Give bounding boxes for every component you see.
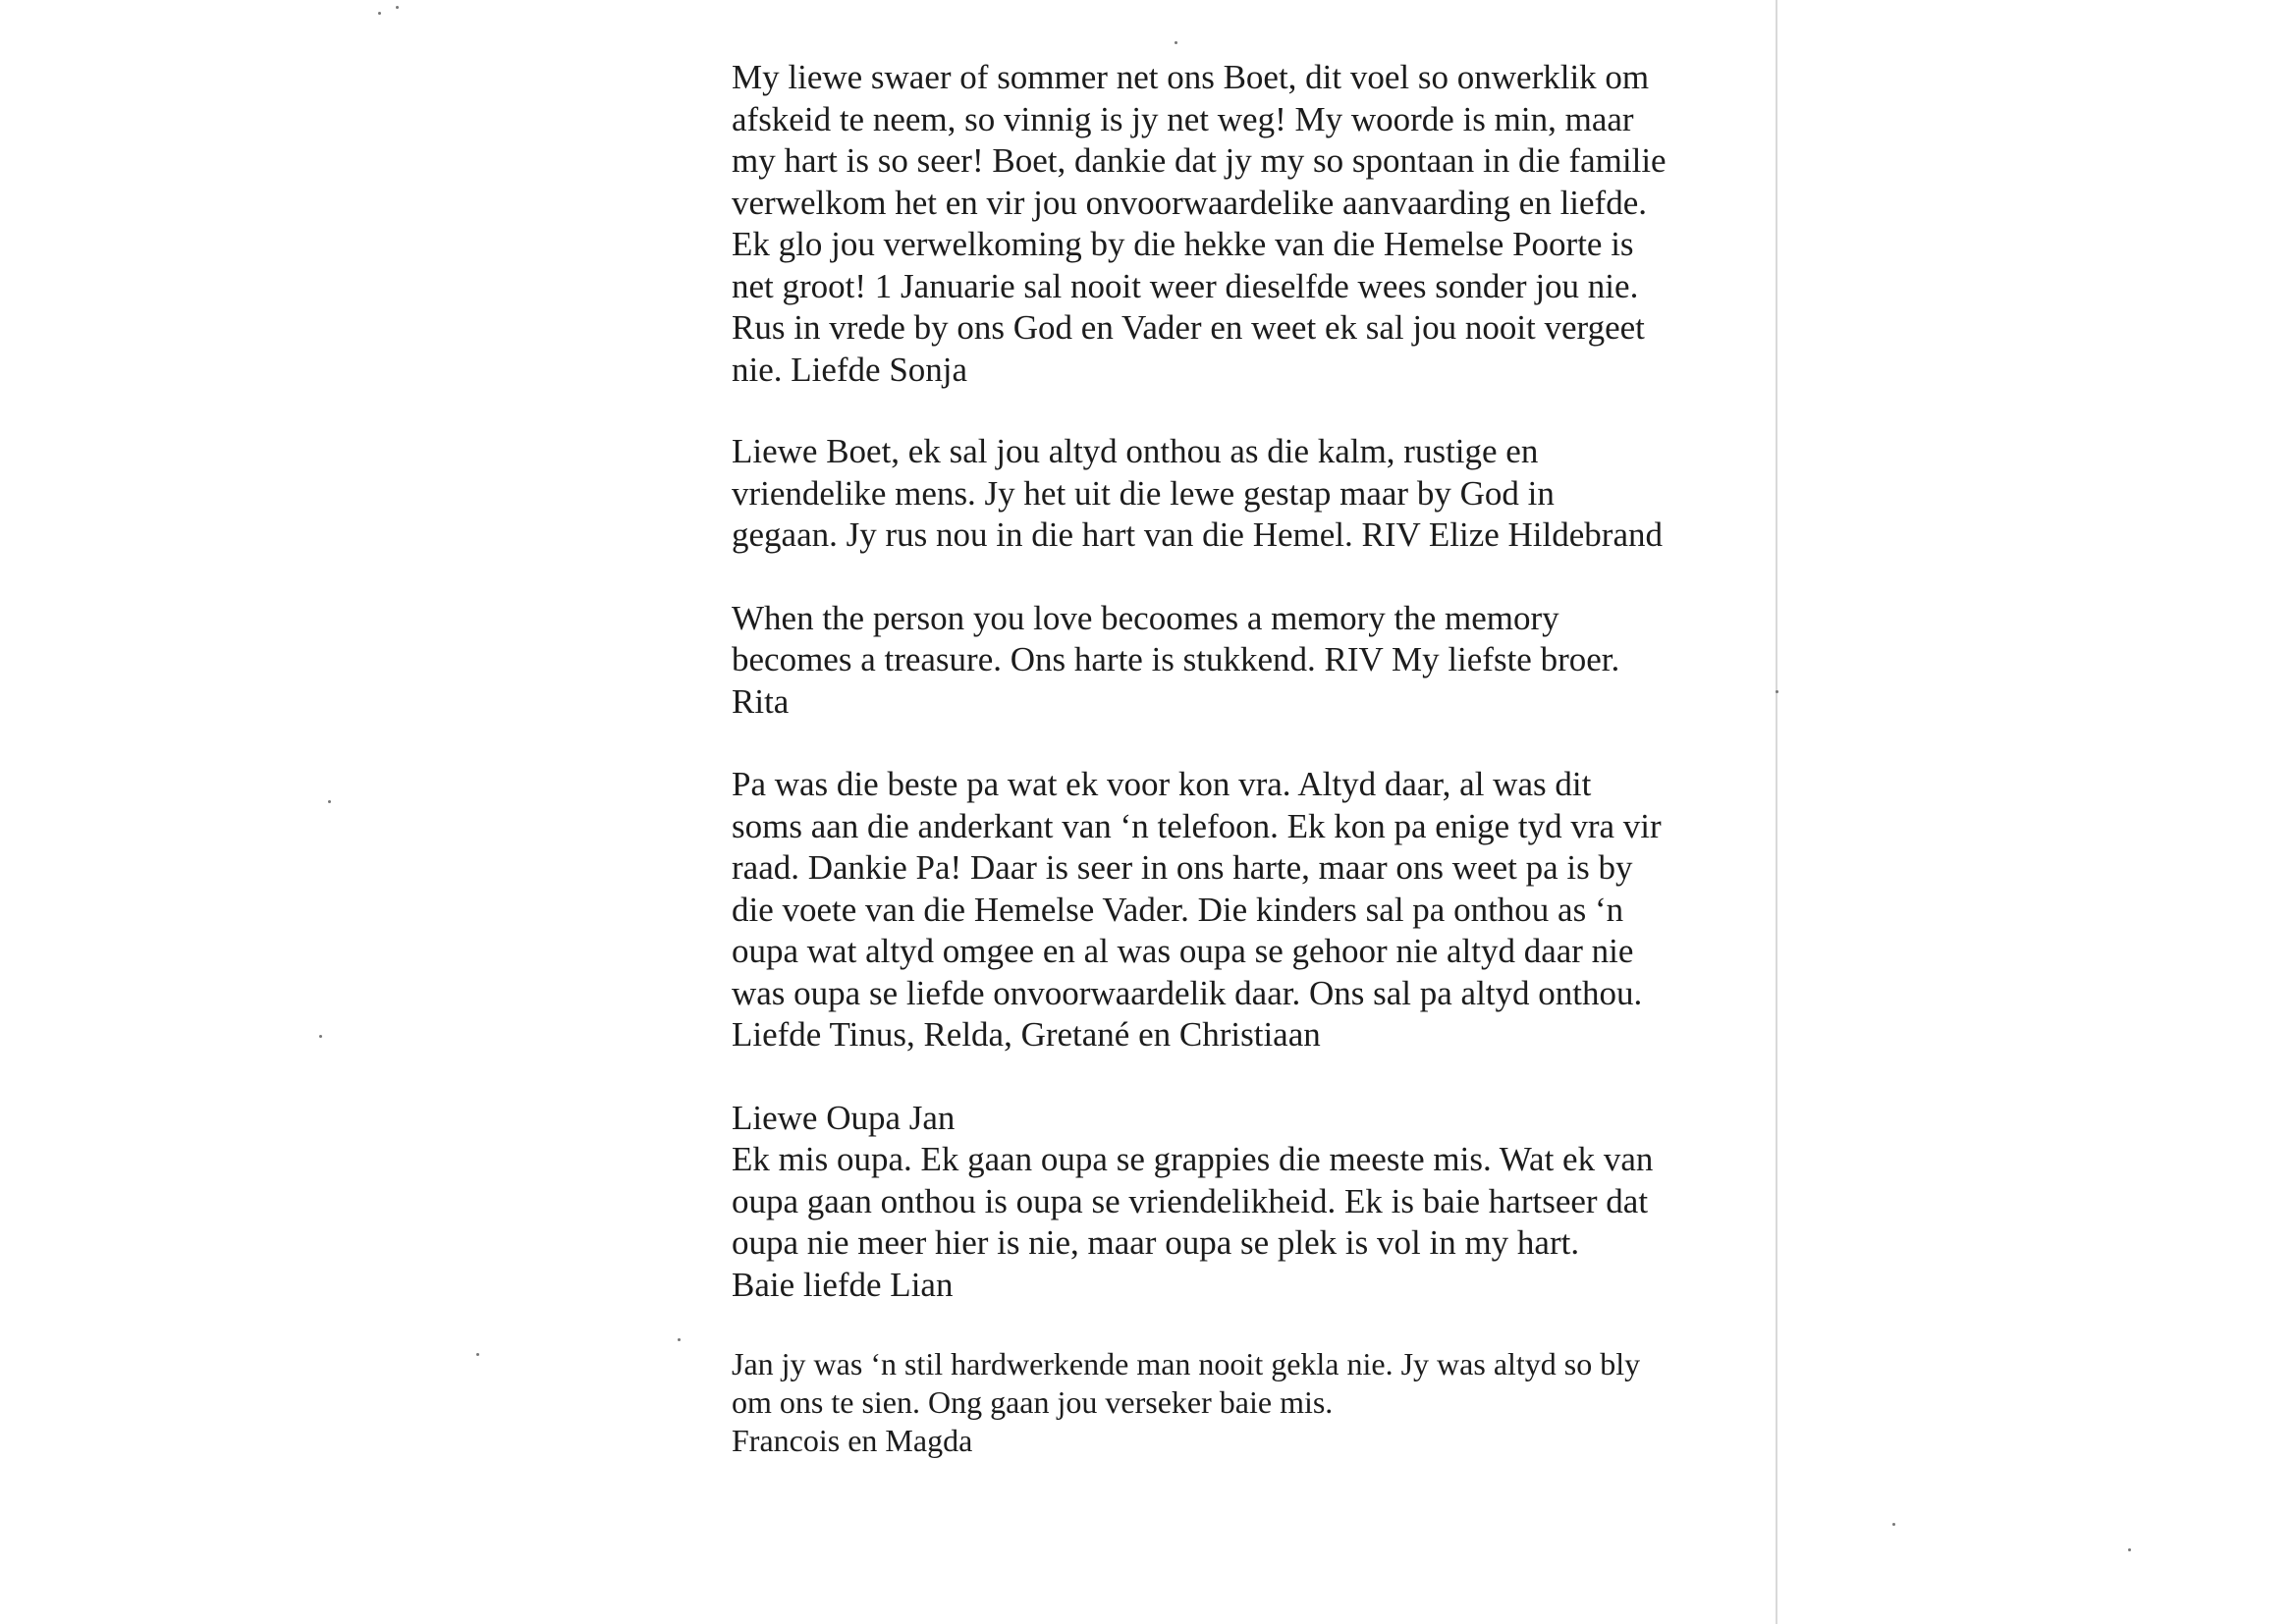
- tribute-lian: Liewe Oupa Jan Ek mis oupa. Ek gaan oupa se grappies die meeste mis. Wat ek van oupa gaan onthou is oupa se vriendelikheid. Ek is baie hartseer dat oupa nie meer hier is nie, maar oupa se plek is vol in my hart. Baie liefde Lian: [732, 1098, 1654, 1304]
- tributes-document: [732, 57, 1733, 1460]
- scan-speck: [476, 1353, 479, 1356]
- tribute-sonja: My liewe swaer of sommer net ons Boet, dit voel so onwerklik om afskeid te neem, so vinnig is jy net weg! My woorde is min, maar my hart is so seer! Boet, dankie dat jy my so spontaan in die familie verwelkom het en vir jou onvoorwaardelike aanvaarding en liefde. Ek glo jou verwelkoming by die hekke van die Hemelse Poorte is net groot! 1 Januarie sal nooit weer dieselfde wees sonder jou nie. Rus in vrede by ons God en Vader en weet ek sal jou nooit vergeet nie. Liefde Sonja: [732, 58, 1667, 389]
- tribute-rita: When the person you love becoomes a memory the memory becomes a treasure. Ons harte is stukkend. RIV My liefste broer. Rita: [732, 598, 1620, 721]
- scan-speck: [319, 1035, 322, 1038]
- tribute-elize-hildebrand: Liewe Boet, ek sal jou altyd onthou as die kalm, rustige en vriendelike mens. Jy het uit die lewe gestap maar by God in gegaan. Jy rus nou in die hart van die Hemel. RIV Elize Hildebrand: [732, 432, 1663, 554]
- scan-speck: [378, 12, 381, 15]
- tribute-tinus-family: Pa was die beste pa wat ek voor kon vra. Altyd daar, al was dit soms aan die anderkant van ‘n telefoon. Ek kon pa enige tyd vra vir raad. Dankie Pa! Daar is seer in ons harte, maar ons weet pa is by die voete van die Hemelse Vader. Die kinders sal pa onthou as ‘n oupa wat altyd omgee en al was oupa se gehoor nie altyd daar nie was oupa se liefde onvoorwaardelik daar. Ons sal pa altyd onthou. Liefde Tinus, Relda, Gretané en Christiaan: [732, 765, 1662, 1054]
- page-edge-divider: [1776, 0, 1777, 1624]
- scan-speck: [1175, 41, 1177, 44]
- scan-speck: [1892, 1523, 1895, 1526]
- scan-speck: [328, 800, 331, 803]
- scan-speck: [396, 6, 399, 9]
- scan-speck: [1776, 690, 1778, 693]
- scan-speck: [2128, 1548, 2131, 1551]
- tribute-francois-magda: Jan jy was ‘n stil hardwerkende man nooit gekla nie. Jy was altyd so bly om ons te sien. Ong gaan jou verseker baie mis. Francois en Magda: [732, 1346, 1641, 1458]
- scan-speck: [678, 1338, 681, 1341]
